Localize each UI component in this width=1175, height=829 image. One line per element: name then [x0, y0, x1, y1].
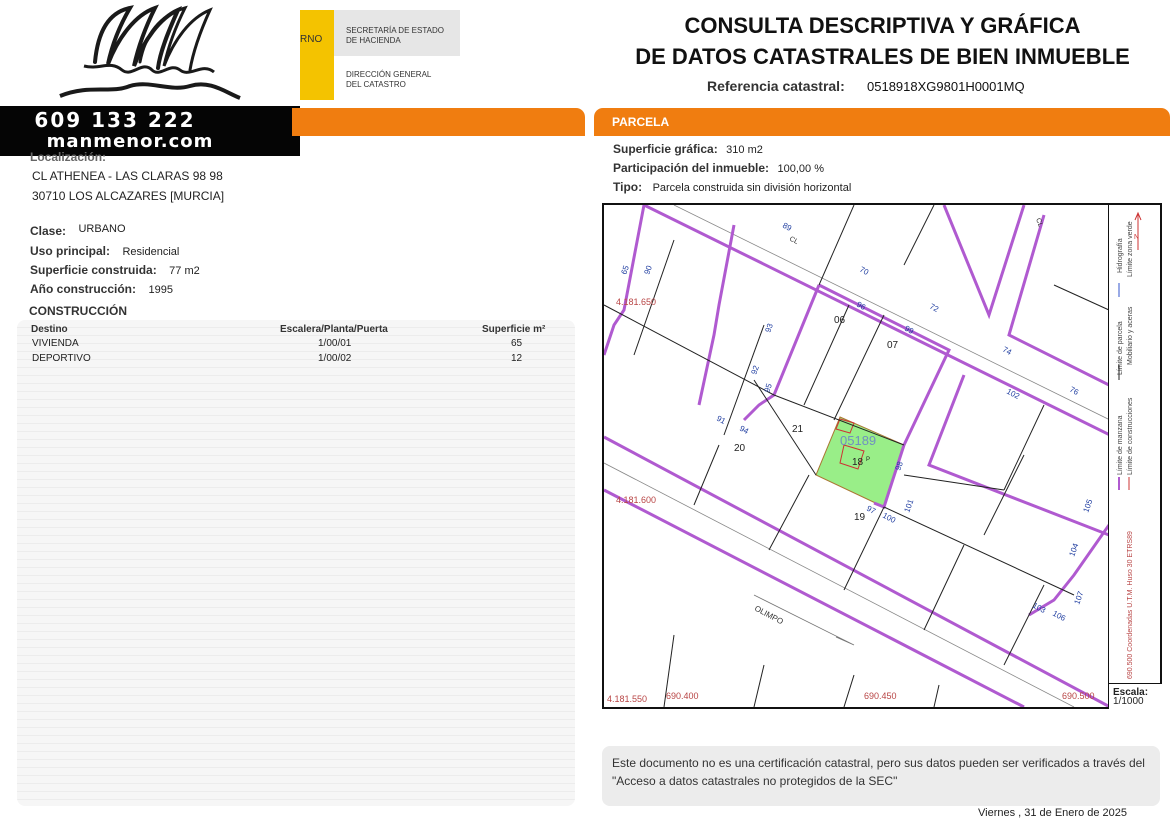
table-header-destino: Destino	[31, 324, 68, 335]
parcel-number: 19	[854, 512, 866, 523]
title-line1: CONSULTA DESCRIPTIVA Y GRÁFICA	[684, 13, 1081, 38]
x-coord: 690.450	[864, 691, 897, 701]
road-edge-bottom	[604, 490, 1024, 707]
gov-line4: DEL CATASTRO	[346, 80, 406, 89]
svg-text:94: 94	[738, 423, 751, 436]
block-left	[604, 205, 644, 355]
parcel-ref-label: 05189	[840, 433, 877, 448]
svg-text:91: 91	[715, 413, 728, 426]
parcel-sub: P	[866, 457, 871, 463]
svg-text:95: 95	[762, 382, 774, 394]
participacion-value: 100,00 %	[777, 163, 824, 175]
table-cell-escalera: 1/00/01	[318, 338, 352, 349]
logo	[0, 0, 300, 156]
construccion-title: CONSTRUCCIÓN	[29, 304, 127, 318]
x-coord: 690.500	[1062, 691, 1095, 701]
legend-items	[1117, 221, 1134, 679]
block-right	[1009, 215, 1109, 385]
svg-text:100: 100	[881, 510, 898, 526]
parcela-bar	[594, 108, 1170, 136]
gov-line1: SECRETARÍA DE ESTADO	[346, 26, 444, 35]
anio-value: 1995	[148, 284, 173, 296]
document-title	[600, 10, 1165, 72]
uso-field	[30, 242, 179, 260]
svg-text:N: N	[1134, 234, 1140, 241]
ref-label: Referencia catastral:	[707, 78, 845, 94]
street-label-cl: CL	[1034, 217, 1044, 229]
parcel-number: 18	[852, 457, 864, 468]
left-section-bar	[292, 108, 585, 136]
scale-box	[1108, 683, 1162, 709]
reference-row	[707, 78, 1025, 94]
parcel-number: 21	[792, 424, 804, 435]
north-arrow-icon	[1134, 213, 1141, 250]
y-coord: 4.181.600	[616, 495, 657, 505]
gov-header	[300, 10, 460, 100]
svg-text:65: 65	[619, 264, 631, 276]
gov-yellow-band	[300, 10, 334, 100]
ref-value: 0518918XG9801H0001MQ	[867, 79, 1025, 94]
parcel-number: 07	[887, 340, 899, 351]
tipo-field	[613, 178, 851, 196]
scale-label: Escala:	[1113, 687, 1149, 698]
svg-text:90: 90	[642, 264, 654, 276]
table-cell-destino: VIVIENDA	[32, 338, 79, 349]
street-label-olimpo: OLIMPO	[753, 603, 785, 627]
disclaimer: Este documento no es una certificación catastral, pero sus datos pueden ser verificados a través del "Acceso a datos catastrales no protegidos de la SEC"	[602, 746, 1160, 806]
table-cell-superficie: 12	[511, 353, 523, 364]
svg-text:102: 102	[1005, 386, 1022, 402]
legend-svg	[1109, 205, 1161, 683]
address-line1: CL ATHENEA - LAS CLARAS 98 98	[32, 169, 223, 183]
svg-text:93: 93	[763, 322, 775, 334]
tipo-label: Tipo:	[613, 180, 643, 194]
table-header-superficie: Superficie m²	[482, 324, 546, 335]
uso-label: Uso principal:	[30, 244, 111, 258]
anio-field	[30, 280, 173, 298]
legend-coords: 690.500 Coordenadas U.T.M. Huso 30 ETRS89	[1127, 531, 1134, 679]
svg-text:89: 89	[781, 220, 794, 233]
map-svg	[604, 205, 1110, 707]
parcel-number: 20	[734, 443, 746, 454]
block-upper-right	[944, 205, 1024, 315]
svg-text:70: 70	[858, 264, 871, 277]
uso-value: Residencial	[122, 246, 180, 258]
superficie-grafica-label: Superficie gráfica:	[613, 142, 718, 156]
logo-phone: 609 133 222	[34, 108, 196, 132]
gov-line3: DIRECCIÓN GENERAL	[346, 70, 432, 79]
logo-monogram-area	[0, 0, 300, 106]
legend-item: Límite de construcciones	[1127, 397, 1134, 475]
logo-contact	[0, 106, 300, 156]
clase-label: Clase:	[30, 224, 67, 238]
clase-value: URBANO	[78, 223, 126, 235]
street-label-cl: CL	[788, 235, 800, 246]
table-cell-superficie: 65	[511, 338, 523, 349]
block-far-right	[1029, 525, 1109, 615]
participacion-field	[613, 159, 824, 177]
svg-text:97: 97	[865, 503, 878, 516]
svg-text:99: 99	[903, 323, 916, 336]
table-cell-destino: DEPORTIVO	[32, 353, 91, 364]
legend-item: Mobiliario y aceras	[1127, 306, 1134, 365]
document-date: Viernes , 31 de Enero de 2025	[978, 807, 1128, 819]
scale-value: 1/1000	[1113, 696, 1144, 707]
y-coord: 4.181.650	[616, 297, 657, 307]
superficie-construida-value: 77 m2	[169, 265, 200, 277]
y-coord: 4.181.550	[607, 694, 648, 704]
parcela-bar-title: PARCELA	[612, 115, 670, 129]
localizacion-label: Localización:	[30, 150, 107, 164]
svg-text:101: 101	[902, 498, 916, 514]
legend-item: Límite zona verde	[1127, 221, 1134, 277]
participacion-label: Participación del inmueble:	[613, 161, 770, 175]
svg-text:107: 107	[1072, 590, 1086, 606]
svg-text:92: 92	[749, 364, 761, 376]
upper-road-sidewalk	[674, 205, 1110, 420]
svg-text:72: 72	[928, 301, 941, 314]
svg-text:104: 104	[1067, 542, 1081, 558]
svg-text:103: 103	[1031, 600, 1048, 616]
road-sidewalk	[604, 463, 1074, 707]
svg-text:76: 76	[1068, 384, 1081, 397]
address-line2: 30710 LOS ALCAZARES [MURCIA]	[32, 189, 225, 203]
superficie-grafica-value: 310 m2	[726, 144, 763, 156]
tipo-value: Parcela construida sin división horizontal	[652, 182, 852, 194]
gov-line2: DE HACIENDA	[346, 36, 401, 45]
svg-text:98: 98	[893, 460, 905, 472]
upper-road-edge	[644, 205, 1110, 435]
svg-text:105: 105	[1081, 498, 1095, 514]
table-cell-escalera: 1/00/02	[318, 353, 352, 364]
legend-item: Límite de parcela	[1117, 321, 1124, 375]
legend-item: Hidrografía	[1117, 238, 1124, 273]
logo-monogram	[0, 0, 300, 106]
svg-text:96: 96	[855, 299, 868, 312]
map-legend	[1108, 205, 1160, 683]
table-header-escalera: Escalera/Planta/Puerta	[280, 324, 388, 335]
svg-text:74: 74	[1001, 344, 1014, 357]
legend-item: Límite de manzana	[1117, 415, 1124, 475]
cadastral-map	[602, 203, 1162, 709]
gov-partial-text: RNO	[300, 34, 323, 45]
anio-label: Año construcción:	[30, 282, 137, 296]
clase-field	[30, 222, 126, 240]
svg-text:106: 106	[1051, 608, 1068, 624]
block-left-inner	[699, 225, 734, 405]
superficie-construida-label: Superficie construida:	[30, 263, 157, 277]
x-coord: 690.400	[666, 691, 699, 701]
logo-website: manmenor.com	[46, 131, 214, 152]
superficie-construida-field	[30, 261, 200, 279]
superficie-grafica-field	[613, 140, 763, 158]
title-line2: DE DATOS CATASTRALES DE BIEN INMUEBLE	[635, 44, 1130, 69]
construccion-table	[17, 320, 575, 806]
block-center-left	[744, 285, 819, 420]
parcel-number: 06	[834, 315, 846, 326]
